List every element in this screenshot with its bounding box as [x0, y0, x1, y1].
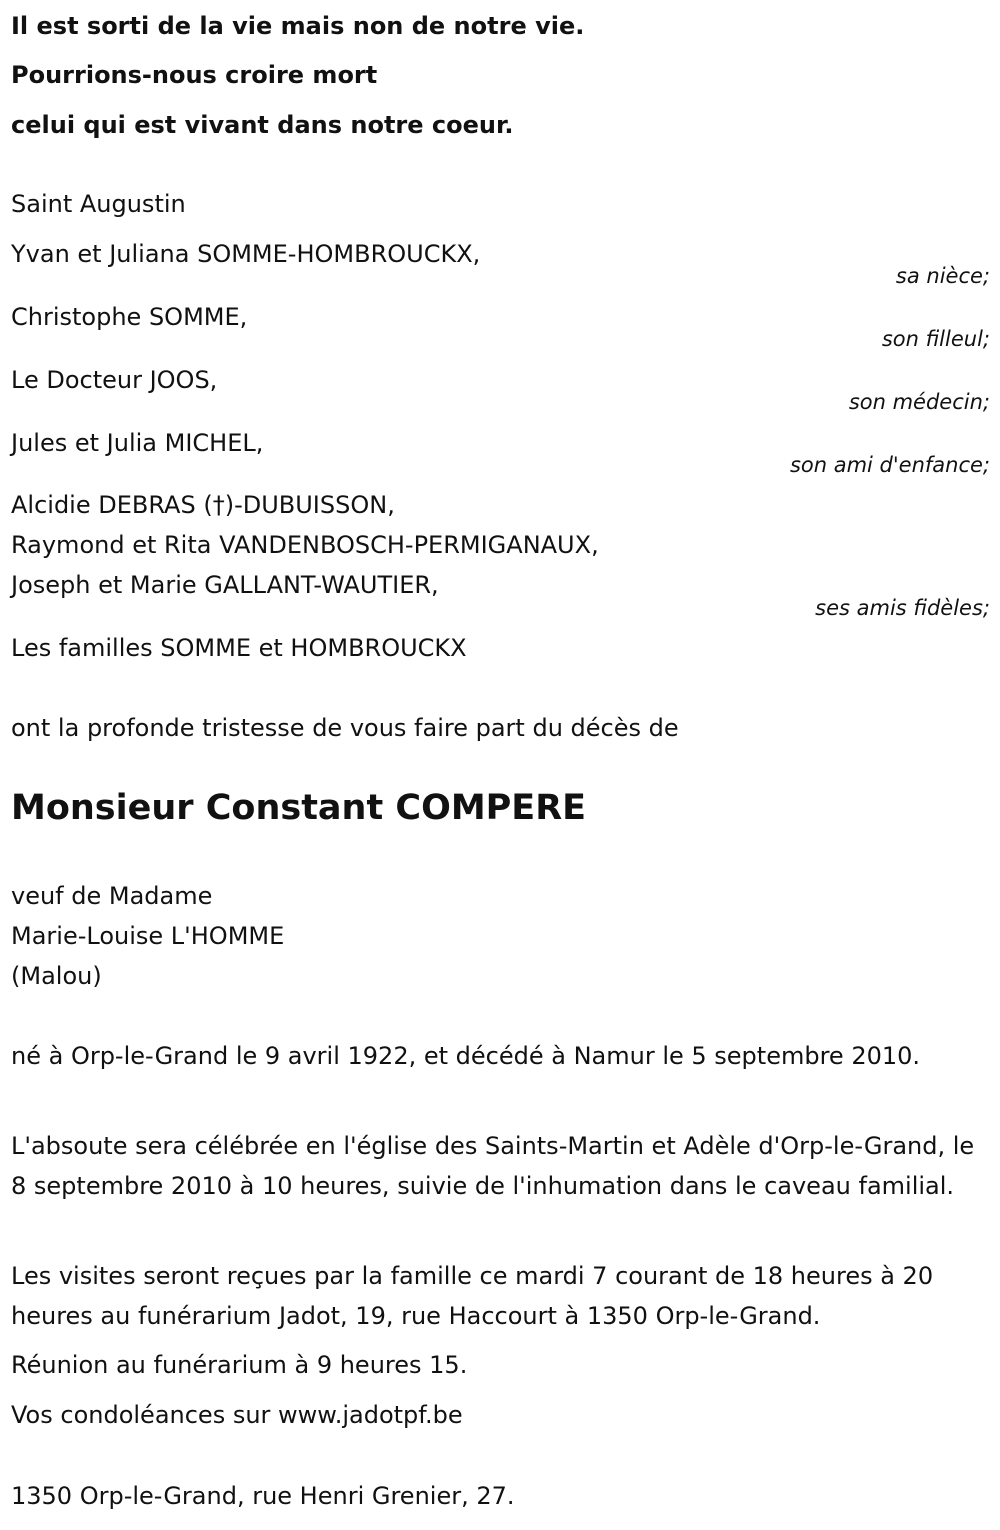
quote-line-1: Il est sorti de la vie mais non de notre vie.	[11, 12, 585, 40]
visits-paragraph: Les visites seront reçues par la famille ce mardi 7 courant de 18 heures à 20 heures au funérarium Jadot, 19, rue Haccourt à 1350 Orp-le-Grand.	[11, 1262, 934, 1330]
quote-author: Saint Augustin	[11, 190, 186, 218]
friend-name: Joseph et Marie GALLANT-WAUTIER,	[11, 571, 439, 599]
condolences-paragraph: Vos condoléances sur www.jadotpf.be	[11, 1401, 463, 1429]
mourner-relation: son ami d'enfance;	[789, 453, 990, 477]
mourner-relation: son filleul;	[881, 327, 990, 351]
mourner-relation: sa nièce;	[895, 264, 990, 288]
widower-line-2: Marie-Louise L'HOMME	[11, 922, 285, 950]
announcement: ont la profonde tristesse de vous faire part du décès de	[11, 714, 679, 742]
mourner-relation: son médecin;	[848, 390, 990, 414]
families: Les familles SOMME et HOMBROUCKX	[11, 634, 467, 662]
mourner-name: Jules et Julia MICHEL,	[11, 429, 264, 457]
friends-relation: ses amis fidèles;	[815, 596, 990, 620]
meeting-paragraph: Réunion au funérarium à 9 heures 15.	[11, 1351, 468, 1379]
ceremony-paragraph: L'absoute sera célébrée en l'église des Saints-Martin et Adèle d'Orp-le-Grand, le 8 septembre 2010 à 10 heures, suivie de l'inhumation dans le caveau familial.	[11, 1132, 975, 1200]
widower-line-1: veuf de Madame	[11, 882, 213, 910]
friend-name: Raymond et Rita VANDENBOSCH-PERMIGANAUX,	[11, 531, 599, 559]
deceased-name: Monsieur Constant COMPERE	[11, 788, 587, 828]
friend-name: Alcidie DEBRAS (†)-DUBUISSON,	[11, 491, 395, 519]
mourner-name: Yvan et Juliana SOMME-HOMBROUCKX,	[11, 240, 481, 268]
birth-death-paragraph: né à Orp-le-Grand le 9 avril 1922, et décédé à Namur le 5 septembre 2010.	[11, 1042, 921, 1070]
widower-line-3: (Malou)	[11, 962, 102, 990]
quote-line-3: celui qui est vivant dans notre coeur.	[11, 111, 514, 139]
address: 1350 Orp-le-Grand, rue Henri Grenier, 27.	[11, 1482, 515, 1510]
quote-line-2: Pourrions-nous croire mort	[11, 61, 378, 89]
mourner-name: Le Docteur JOOS,	[11, 366, 218, 394]
mourner-name: Christophe SOMME,	[11, 303, 248, 331]
